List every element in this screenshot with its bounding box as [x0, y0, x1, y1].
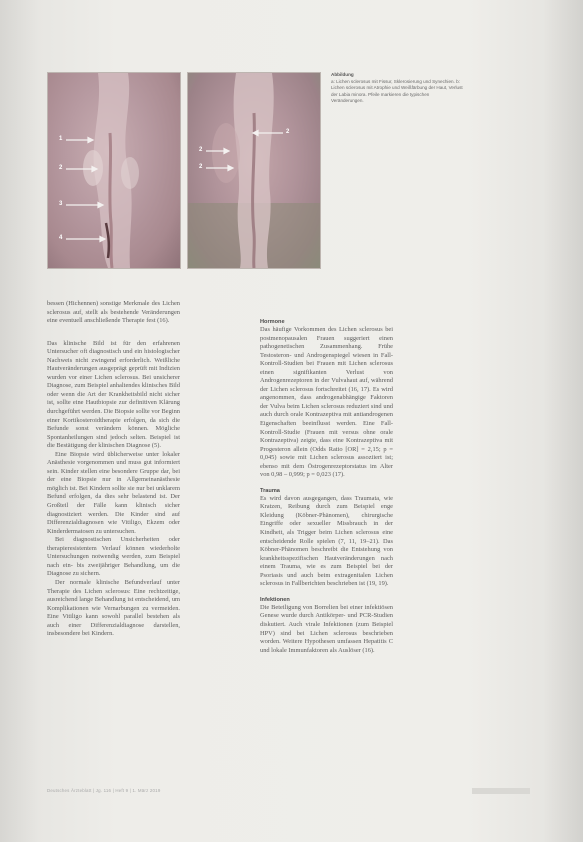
- section-heading-infektionen: Infektionen: [260, 596, 290, 603]
- left-paragraph-3: Bei diagnostischen Unsicherheiten oder therapieresistentem Verlauf können wiederholte Untersuchungen notwendig werden, zum Beispiel nach ein- bis zweijähriger Behandlung, um die Diagnose zu sichern.: [47, 536, 180, 578]
- figure-caption-text: a: Lichen sclerosus mit Fissur, Sklerosierung und Synechien. b: Lichen sclerosus mit Atrophie und Weißfärbung der Haut, Verlust der Labia minora. Pfeile markieren die typischen Veränderungen.: [331, 78, 463, 104]
- right-text-column: [260, 318, 393, 655]
- figure-caption-title: Abbildung: [331, 72, 354, 77]
- page-footer: Deutsches Ärzteblatt | Jg. 116 | Heft 9 | 1. März 2019: [47, 788, 161, 793]
- clinical-photo-left: [47, 72, 181, 269]
- arrow-label-2: 2: [59, 165, 63, 171]
- section-heading-hormone: Hormone: [260, 319, 285, 325]
- arrow-label-right-c: 2: [199, 164, 203, 170]
- right-paragraph-hormone: Das häufige Vorkommen des Lichen sclerosus bei postmenopausalen Frauen suggeriert einen pathogenetischen Zusammenhang. Frühe Testosteron- und Androgenspiegel wiesen in Fall-Kontroll-Studien bei Frauen mit Lichen sclerosus einen signifikanten Verlust von Androgenrezeptoren in der Vulvahaut auf, während der Lichen sclerosus fortschreitet (16, 17). Es wird angenommen, dass androgenabhängige Faktoren der Vulva beim Lichen sclerosus reduziert sind und auch durch orale Kontrazeptiva mit antiandrogenen Eigenschaften beeinflusst werden. Eine Fall-Kontroll-Studie (Frauen mit versus ohne orale Kontrazeptiva) zeigte, dass eine Kontrazeptiva mit Progesteron allein (Odds Ratio [OR] = 2,15; p = 0,045) sowie mit Lichen sclerosus assoziiert ist; ebenso mit dem Östrogenrezeptorstatus im Alter von 0,98 – 0,999; p = 0,023 (17).: [260, 326, 393, 479]
- figure-caption: [331, 72, 463, 105]
- clinical-photo-left-illustration: [48, 73, 180, 268]
- arrow-label-4: 4: [59, 235, 63, 241]
- left-paragraph-1: Das klinische Bild ist für den erfahrenen Untersucher oft diagnostisch und ein histologischer Nachweis nicht zwingend erforderlich. Weißliche Hautveränderungen ausgeprägt geprüft mit Indizien wurden vor einer Lichen sclerosus. Bei unsicherer Diagnose, zum Beispiel anhaltendes klinisches Bild oder wenn die Art der Krankheitsbild nicht sicher ist, sollte eine Hautbiopsie zur definitiven Klärung durchgeführt werden. Die Biopsie sollte vor Beginn einer Kortikosteroidtherapie erfolgen, da sich die Befunde sonst verändern können. Mögliche Spontanheilungen sind jedoch selten. Beispiel ist die Bestätigung der klinischen Diagnose (5).: [47, 339, 180, 450]
- clinical-photo-right: [187, 72, 321, 269]
- page-footer-mark: [472, 788, 530, 794]
- right-paragraph-infektionen: Die Beteiligung von Borrelien bei einer infektiösen Genese wurde durch Antikörper- und PCR-Studien diskutiert. Auch virale Infektionen (zum Beispiel HPV) sind bei Lichen sclerosus beschrieben worden. Weitere Hypothesen umfassen Hepatitis C und lokale Immunfaktoren als Auslöser (16).: [260, 603, 393, 654]
- left-paragraph-2: Eine Biopsie wird üblicherweise unter lokaler Anästhesie vorgenommen und muss gut informiert sein. Kinder stellen eine besondere Gruppe dar, bei der eine Biopsie nur in Allgemeinanästhesie möglich ist. Bei Kindern sollte sie nur bei unklarem Befund erfolgen, da dies sehr belastend ist. Der Großteil der Fälle kann klinisch sicher diagnostiziert werden. Die Kinder sind auf Differenzialdiagnosen wie Vitiligo, Ekzem oder Kinderdermatosen zu untersuchen.: [47, 450, 180, 535]
- clinical-photo-right-illustration: [188, 73, 320, 268]
- arrow-label-1: 1: [59, 136, 63, 142]
- left-text-column: [47, 300, 180, 639]
- page-edge-shadow-left: [0, 0, 40, 842]
- left-intro-paragraph: bessen (Hichennen) sonstige Merkmale des Lichen sclerosus auf, stellt als bestehende Veränderungen eine eventuell anschließende Therapie fest (16).: [47, 300, 180, 325]
- page-edge-shadow-right: [543, 0, 583, 842]
- left-paragraph-4: Der normale klinische Befundverlauf unter Therapie des Lichen sclerosus: Eine rechtzeitige, ausreichend lange Behandlung ist entscheidend, um Komplikationen wie Vernarbungen zu vermeiden. Eine Vitiligo kann sowohl parallel bestehen als auch einer Differenzialdiagnose darstellen, insbesondere bei Kindern.: [47, 578, 180, 638]
- arrow-label-right-b: 2: [199, 147, 203, 153]
- right-paragraph-trauma: Es wird davon ausgegangen, dass Traumata, wie Kratzen, Reibung durch zum Beispiel enge Kleidung (Köbner-Phänomen), chirurgische Eingriffe oder sexueller Missbrauch in der Kindheit, als Trigger beim Lichen sclerosus eine entscheidende Rolle spielen (7, 11, 19–21). Das Köbner-Phänomen beschreibt die Entstehung von krankheitsspezifischen Hautveränderungen nach einem Trauma, wie es zum Beispiel bei der Psoriasis und auch beim extragenitalen Lichen sclerosus in Fallberichten beschrieben ist (19, 19).: [260, 494, 393, 588]
- arrow-label-3: 3: [59, 201, 63, 207]
- arrow-label-right-a: 2: [286, 129, 290, 135]
- section-heading-trauma: Trauma: [260, 487, 280, 494]
